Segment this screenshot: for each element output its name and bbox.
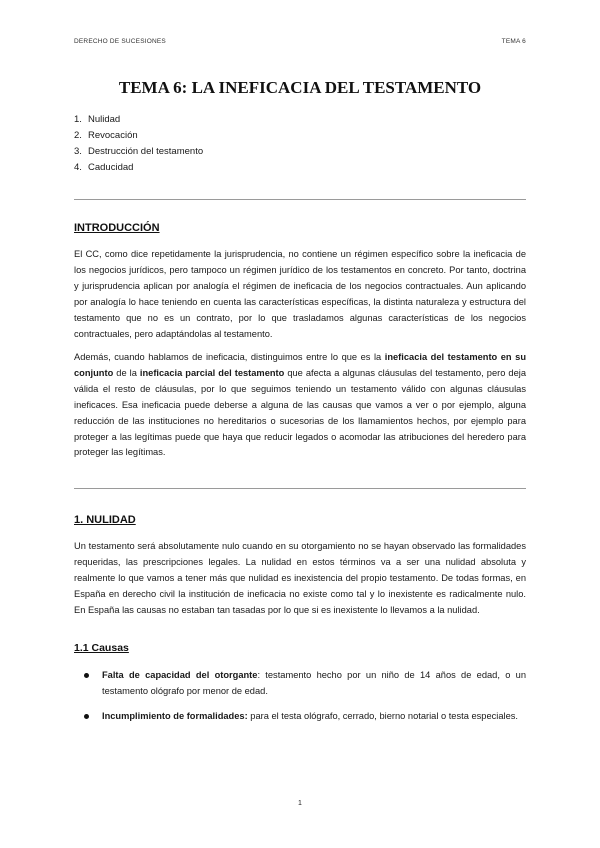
toc-item: 4. Caducidad [74, 162, 134, 173]
toc-item: 2. Revocación [74, 130, 138, 141]
section-divider [74, 488, 526, 489]
section-divider [74, 199, 526, 200]
header-subject: DERECHO DE SUCESIONES [74, 38, 166, 45]
list-item: Incumplimiento de formalidades: para el testa ológrafo, cerrado, bierno notarial o testa especiales. [74, 709, 526, 725]
intro-paragraph-1: El CC, como dice repetidamente la jurisprudencia, no contiene un régimen específico sobre la ineficacia de los negocios jurídicos, pero tampoco un régimen jurídico de los testamentos en concreto. Por tanto, doctrina y jurisprudencia aplican por analogía el régimen de ineficacia de los negocios contractuales. Aun aplicando por analogía lo hace teniendo en cuenta las características específicas, la distinta naturaleza y estructura del testamento que no es un contrato, por lo que trasladamos algunas características de los negocios contractuales, pero adaptándolas al testamento. [74, 249, 526, 339]
intro-heading: INTRODUCCIÓN [74, 222, 160, 234]
document-title: TEMA 6: LA INEFICACIA DEL TESTAMENTO [118, 78, 482, 97]
page-header [74, 38, 526, 50]
nulidad-paragraph: Un testamento será absolutamente nulo cuando en su otorgamiento no se hayan observado las formalidades requeridas, las prescripciones legales. La nulidad en estos términos va a ser una nulidad absoluta y realmente lo que vamos a tener más que nulidad es inexistencia del propio testamento. De todas formas, en España en derecho civil la institución de ineficacia no existe como tal y lo inexistente es radicalmente nulo. En España las causas no estaban tan tasadas por lo que si es inexistente lo llevamos a la nulidad. [74, 541, 526, 615]
list-item: Falta de capacidad del otorgante: testamento hecho por un niño de 14 años de edad, o un testamento ológrafo por menor de edad. [74, 668, 526, 700]
bullet-icon [84, 673, 89, 678]
toc-item: 1. Nulidad [74, 114, 121, 125]
intro-paragraph-2: Además, cuando hablamos de ineficacia, distinguimos entre lo que es la ineficacia del testamento en su conjunto de la ineficacia parcial del testamento que afecta a algunas cláusulas del testamento, pero deja válida el resto de cláusulas, por lo que seguimos teniendo un testamento válido con algunas cláusulas ineficaces. Esa ineficacia puede deberse a alguna de las causas que vamos a ver o por ejemplo, alguna reducción de las instituciones no hereditarios o sucesorias de los llamamientos hechos, por ejemplo para proteger a las legítimas puede que haya que reducir legados o acomodar las atribuciones del heredero para proteger las legítimas. [74, 352, 526, 458]
toc-item: 3. Destrucción del testamento [74, 146, 204, 157]
page-number: 1 [298, 800, 302, 807]
header-topic: TEMA 6 [501, 38, 526, 45]
causas-heading: 1.1 Causas [74, 642, 129, 654]
causas-list [74, 668, 526, 734]
table-of-contents [74, 112, 203, 176]
nulidad-heading: 1. NULIDAD [74, 514, 136, 526]
bullet-icon [84, 714, 89, 719]
